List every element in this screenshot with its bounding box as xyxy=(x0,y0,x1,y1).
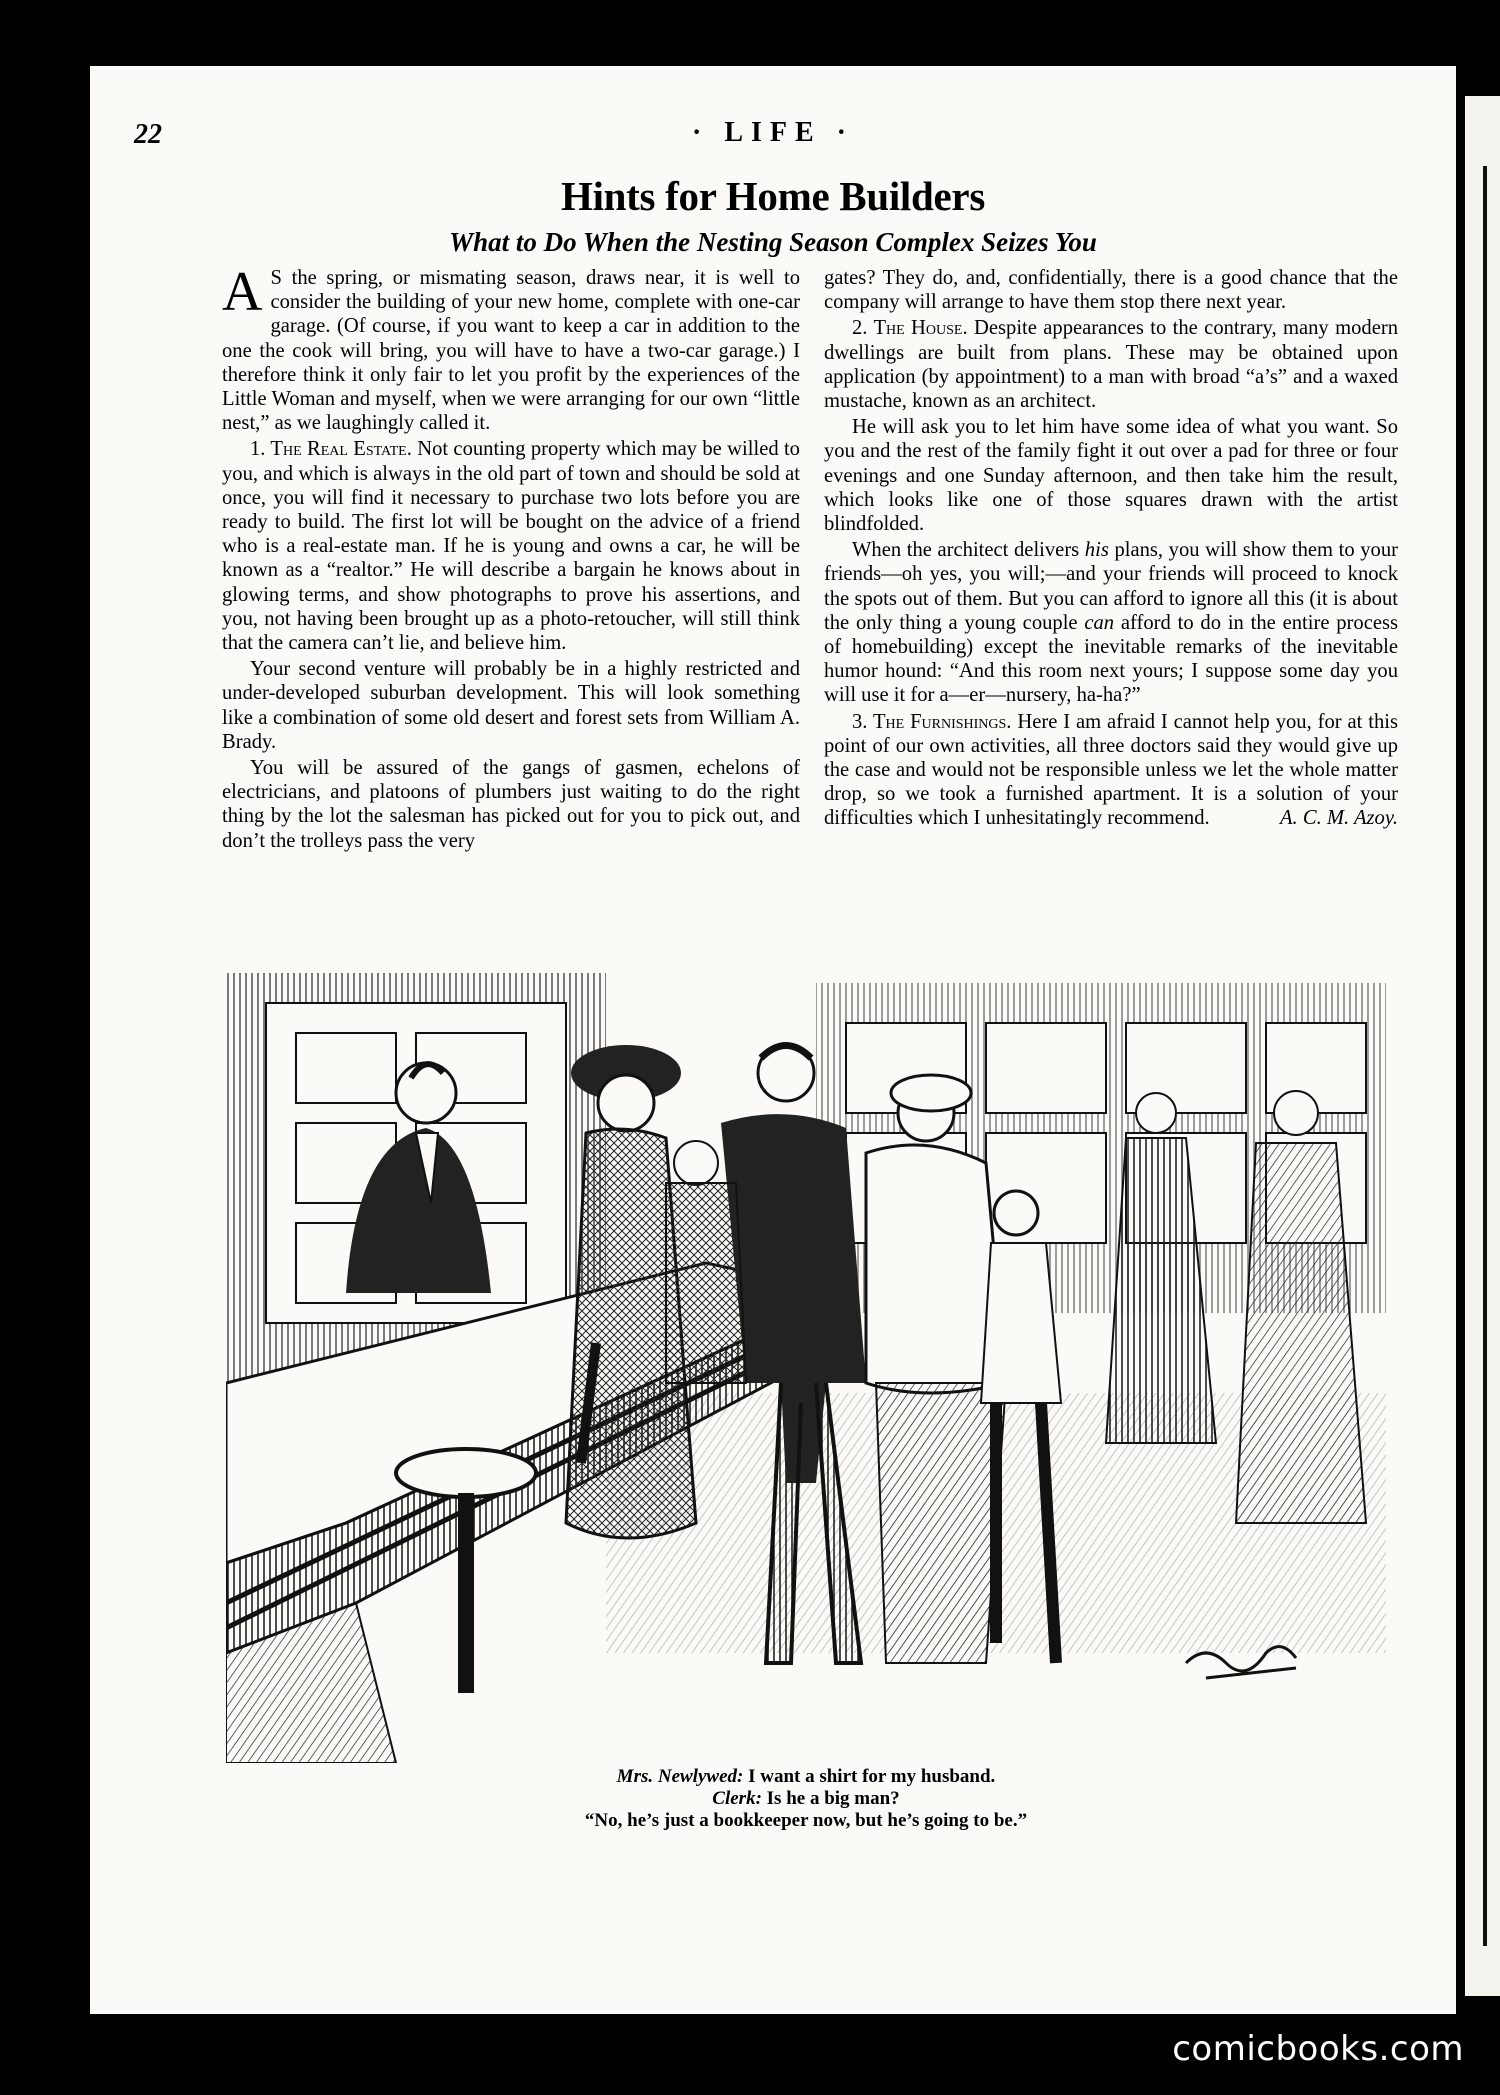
cartoon-illustration xyxy=(226,963,1386,1763)
section-heading: 1. The Real Estate. xyxy=(250,438,412,461)
author-signature: A. C. M. Azoy. xyxy=(1279,807,1398,830)
adjacent-page-edge xyxy=(1465,96,1500,1996)
paragraph: You will be assured of the gangs of gasmen, echelons of electricians, and platoons of plumbers just waiting to do the right thing by the lot the salesman has picked out for you to pick out, and don’t the trolleys pass the very xyxy=(222,757,800,852)
site-watermark: comicbooks.com xyxy=(1172,2029,1464,2069)
drop-cap: A xyxy=(222,261,263,323)
paragraph: 3. The Furnishings. Here I am afraid I cannot help you, for at this point of our own activities, all three doctors said they would give up the case and would not be responsible unless we let the whole matter drop, so we took a furnished apartment. It is a solution of your difficulties which I unhesitatingly recommend. A. C. M. Azoy. xyxy=(824,710,1398,830)
page-number: 22 xyxy=(134,119,162,150)
section-heading: 2. The House. xyxy=(852,317,968,340)
paragraph: gates? They do, and, confidentially, there is a good chance that the company will arrange to have them stop there next year. xyxy=(824,267,1398,314)
article-title: Hints for Home Builders xyxy=(561,173,985,219)
paragraph: When the architect delivers his plans, you will show them to your friends—oh yes, you will;—and your friends will proceed to knock the spots out of them. But you can afford to ignore all this (it is about the only thing a young couple can afford to do in the entire process of homebuilding) except the inevitable remarks of the inevitable humor hound: “And this room next yours; I suppose some day you will use it for a—er—nursery, ha-ha?” xyxy=(824,539,1399,707)
article-subtitle: What to Do When the Nesting Season Complex Seizes You xyxy=(449,227,1097,257)
section-heading: 3. The Furnishings. xyxy=(852,710,1012,733)
paragraph: A S the spring, or mismating season, draws near, it is well to consider the building of your new home, complete with one-car garage. (Of course, if you want to keep a car in addition to the one the cook will bring, you will have to have a two-car garage.) I therefore think it only fair to let you profit by the experiences of the Little Woman and myself, when we were arranging for our own “little nest,” as we laughingly called it. xyxy=(222,261,800,435)
paragraph: Your second venture will probably be in a highly restricted and under-developed suburban development. This will look something like a combination of some old desert and forest sets from William A. Brady. xyxy=(222,658,800,753)
text-column-right xyxy=(824,266,1398,833)
text-column-left xyxy=(222,261,800,855)
paragraph: 1. The Real Estate. Not counting property which may be willed to you, and which is always in the old part of town and should be sold at once, you will find it necessary to purchase two lots before you are ready to build. The first lot will be bought on the advice of a friend who is a real-estate man. If he is young and owns a car, he will be known as a “realtor.” He will describe a bargain he knows about in glowing terms, and show photographs to prove his assertions, and you, not having been brought up as a photo-retoucher, will still think that the camera can’t lie, and believe him. xyxy=(222,438,800,655)
running-title: · LIFE · xyxy=(691,117,855,148)
paragraph: 2. The House. Despite appearances to the contrary, many modern dwellings are built from plans. These may be obtained upon application (by appointment) to a man with broad “a’s” and a waxed mustache, known as an architect. xyxy=(824,317,1398,413)
cartoon-caption: Mrs. Newlywed: I want a shirt for my husband. Clerk: Is he a big man? “No, he’s just a bookkeeper now, but he’s going to be.” xyxy=(584,1766,1028,1831)
paragraph: He will ask you to let him have some idea of what you want. So you and the rest of the family fight it out over a pad for three or four evenings and one Sunday afternoon, and then take him the result, which looks like one of those squares drawn with the artist blindfolded. xyxy=(824,416,1398,536)
